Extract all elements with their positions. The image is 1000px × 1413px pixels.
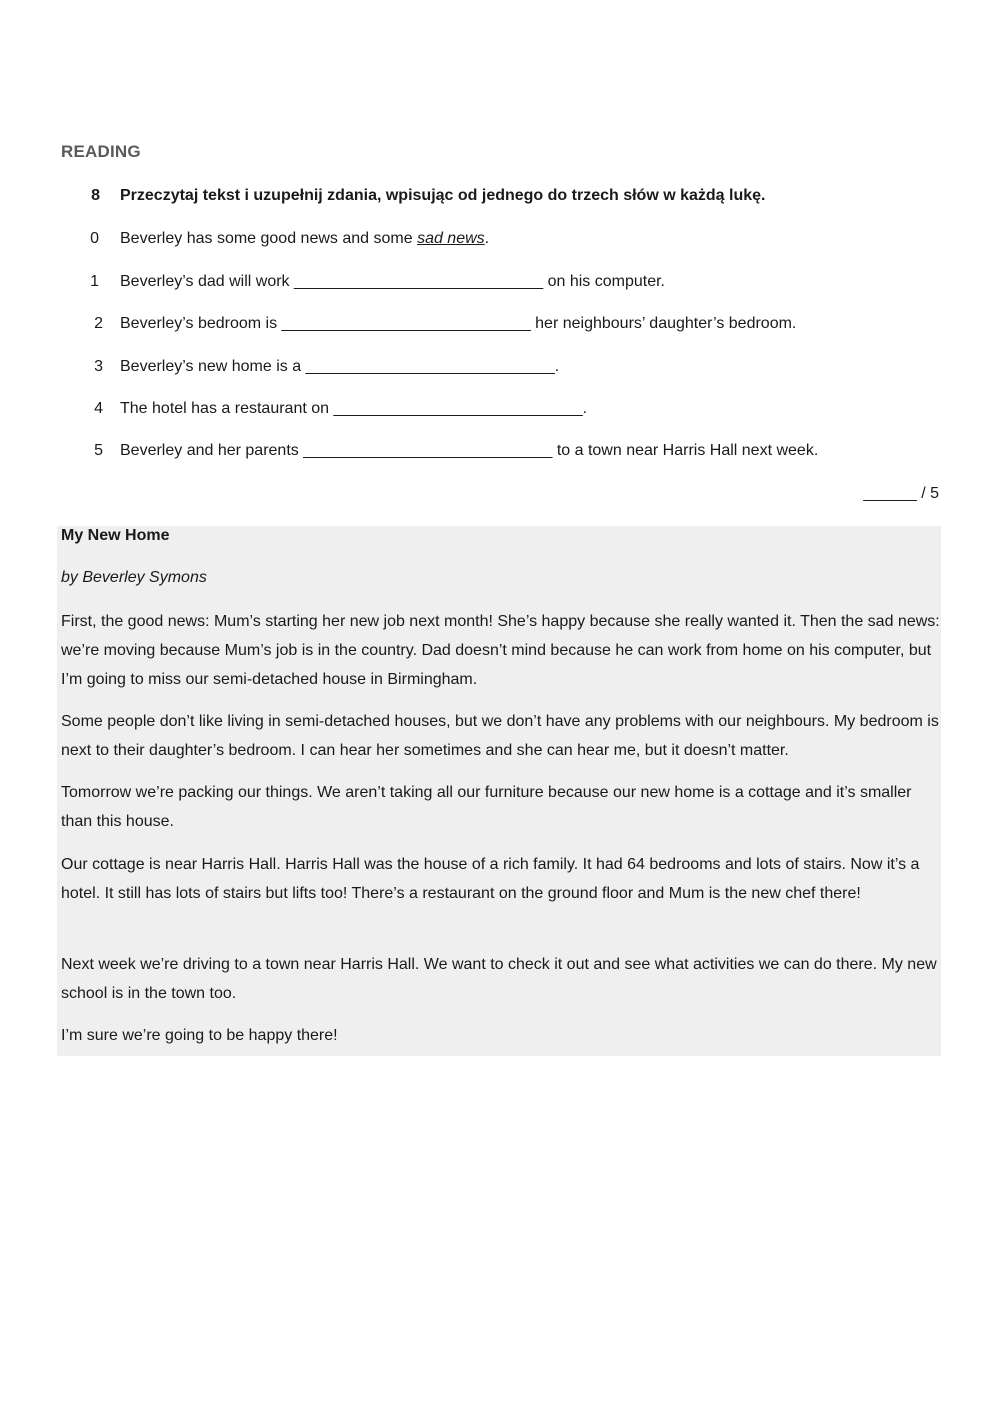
article-paragraph: First, the good news: Mum’s starting her new job next month! She’s happy because she really wanted it. Then the sad news: we’re moving because Mum’s job is in the country. Dad doesn’t mind because he can work from home on his computer, but I’m going to miss our semi-detached house in Birmingham. bbox=[61, 613, 940, 689]
article-author: by Beverley Symons bbox=[61, 569, 207, 586]
question-text: The hotel has a restaurant on ____________________________. bbox=[120, 400, 588, 417]
question-text: Beverley and her parents ____________________________ to a town near Harris Hall next week. bbox=[120, 442, 819, 459]
question-number: 2 bbox=[94, 315, 103, 332]
question-text: Beverley’s bedroom is ____________________________ her neighbours’ daughter’s bedroom. bbox=[120, 315, 797, 332]
question-number: 4 bbox=[94, 400, 103, 417]
article-paragraph: Our cottage is near Harris Hall. Harris Hall was the house of a rich family. It had 64 bedrooms and lots of stairs. Now it’s a hotel. It still has lots of stairs but lifts too! There’s a restaurant on the ground floor and Mum is the new chef there! bbox=[61, 856, 920, 903]
question-row bbox=[0, 442, 1000, 466]
question-number: 3 bbox=[94, 358, 103, 375]
question-row bbox=[0, 315, 1000, 339]
question-row bbox=[0, 400, 1000, 424]
question-row bbox=[0, 273, 1000, 297]
question-number: 5 bbox=[94, 442, 103, 459]
question-number: 1 bbox=[90, 273, 99, 290]
example-number: 0 bbox=[90, 230, 99, 247]
example-answer: sad news bbox=[417, 230, 485, 247]
section-title: READING bbox=[61, 142, 141, 161]
example-text-before: Beverley has some good news and some bbox=[120, 230, 418, 247]
question-text: Beverley’s new home is a ____________________________. bbox=[120, 358, 560, 375]
article-paragraph: Some people don’t like living in semi-detached houses, but we don’t have any problems with our neighbours. My bedroom is next to their daughter’s bedroom. I can hear her sometimes and she can hear me, but it doesn’t matter. bbox=[61, 713, 939, 760]
score-box: ______ / 5 bbox=[863, 485, 939, 502]
task-number: 8 bbox=[91, 187, 100, 204]
question-text: Beverley’s dad will work ____________________________ on his computer. bbox=[120, 273, 665, 290]
task-instruction-row bbox=[0, 187, 1000, 211]
article-paragraph: Next week we’re driving to a town near Harris Hall. We want to check it out and see what activities we can do there. My new school is in the town too. bbox=[61, 956, 937, 1003]
example-row bbox=[0, 230, 1000, 254]
article-title: My New Home bbox=[61, 527, 170, 544]
article-paragraph: Tomorrow we’re packing our things. We aren’t taking all our furniture because our new home is a cottage and it’s smaller than this house. bbox=[61, 784, 912, 831]
example-sentence bbox=[120, 230, 489, 248]
task-instruction: Przeczytaj tekst i uzupełnij zdania, wpisując od jednego do trzech słów w każdą lukę. bbox=[120, 187, 766, 204]
example-text-after: . bbox=[484, 230, 490, 247]
article-paragraph: I’m sure we’re going to be happy there! bbox=[61, 1027, 338, 1044]
question-row bbox=[0, 358, 1000, 382]
